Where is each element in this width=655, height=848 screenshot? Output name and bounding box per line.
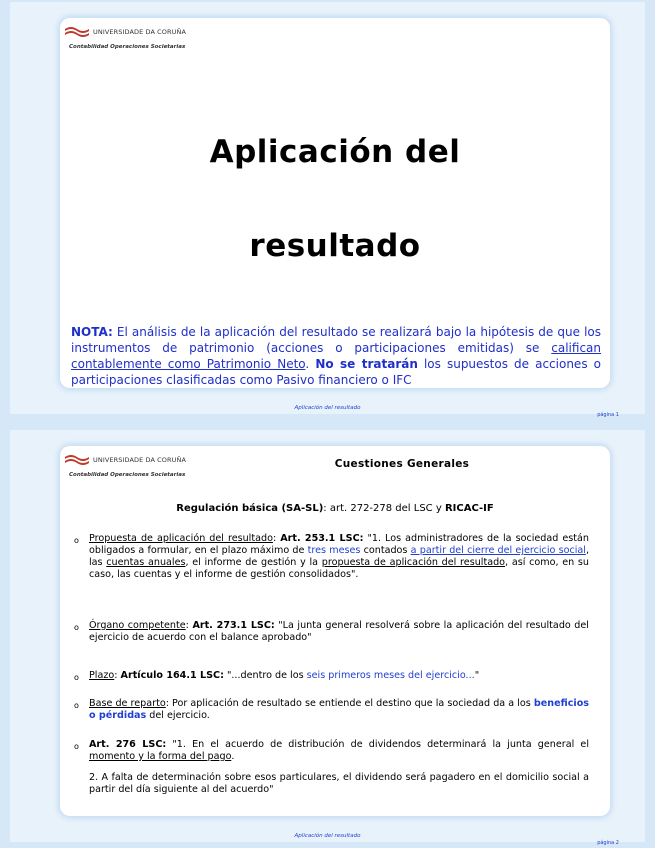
nota-underlined: califican contablemente como Patrimonio Neto (71, 341, 601, 371)
page-title-line-2: resultado (249, 228, 421, 264)
list-item (74, 620, 589, 644)
slide-1 (10, 2, 645, 418)
item-text: . (231, 751, 235, 762)
list-item (74, 739, 589, 796)
list-item (74, 533, 590, 581)
nota-bold: No se tratarán (315, 357, 418, 371)
item-underlined: Plazo (89, 670, 115, 681)
regulacion-text: : art. 272-278 del LSC y (323, 503, 445, 514)
footer-title: Aplicación del resultado (294, 405, 361, 411)
course-subtitle: Contabilidad Operaciones Societarias (69, 472, 186, 478)
slide-2 (10, 430, 645, 846)
item-highlight: a partir del cierre del ejercicio social (410, 545, 586, 556)
item-text: : (114, 670, 121, 681)
page-number: página 2 (597, 840, 619, 846)
item-text: , el informe de gestión y la (185, 557, 322, 568)
item-highlight: tres meses (307, 545, 361, 556)
course-subtitle: Contabilidad Operaciones Societarias (69, 44, 186, 50)
item-underlined: momento y la forma del pago (89, 751, 232, 762)
logo-text: UNIVERSIDADE DA CORUÑA (93, 456, 187, 464)
university-logo (64, 453, 186, 467)
item-underlined: cuentas anuales (106, 557, 186, 568)
bullet: o (74, 536, 79, 545)
section-header: Cuestiones Generales (334, 458, 470, 470)
nota-text: . (305, 357, 316, 371)
item-text: : Por aplicación de resultado se entiende el destino que la sociedad da a los (165, 698, 534, 709)
footer-title: Aplicación del resultado (294, 833, 361, 839)
item-bold: Art. 273.1 LSC: (192, 620, 275, 631)
nota-text: El análisis de la aplicación del resultado se realizará bajo la hipótesis de que los instrumentos de patrimonio (acciones o participaciones emitidas) se (71, 325, 601, 355)
bullet: o (74, 623, 79, 632)
bullet: o (74, 701, 79, 710)
item-text: , las (89, 545, 589, 568)
item-bold: Art. 253.1 LSC: (280, 533, 364, 544)
university-logo (64, 25, 186, 39)
item-underlined: propuesta de aplicación del resultado (321, 557, 506, 568)
bullet: o (74, 742, 79, 751)
item-underlined: Órgano competente (89, 620, 186, 631)
item-highlight: beneficios o pérdidas (89, 698, 589, 721)
logo-mark-icon (64, 453, 90, 467)
item-paragraph: 2. A falta de determinación sobre esos particulares, el dividendo será pagadero en el domicilio social a partir del día siguiente al del acuerdo" (89, 772, 589, 795)
item-highlight: seis primeros meses del ejercicio... (306, 670, 475, 681)
item-underlined: Base de reparto (89, 698, 166, 709)
item-text: , así como, en su caso, las cuentas y el informe de gestión consolidados". (89, 557, 590, 580)
nota-text: los supuestos de acciones o participaciones clasificadas como Pasivo financiero o IFC (71, 357, 601, 387)
nota-paragraph (71, 324, 601, 388)
bullet: o (74, 673, 79, 682)
page-title-line-1: Aplicación del (209, 134, 461, 170)
logo-text: UNIVERSIDADE DA CORUÑA (93, 28, 187, 36)
item-text: "...dentro de los (223, 670, 307, 681)
item-text: " (474, 670, 480, 681)
item-text: del ejercicio. (146, 710, 210, 721)
item-bold: Artículo 164.1 LSC: (120, 670, 224, 681)
regulacion-bold: RICAC-IF (444, 503, 494, 514)
list-item (74, 698, 589, 722)
item-text: "1. Los administradores de la sociedad están obligados a formular, en el plazo máximo de (89, 533, 589, 556)
item-text: "1. En el acuerdo de distribución de dividendos determinará la junta general el (166, 739, 589, 750)
item-text: "La junta general resolverá sobre la aplicación del resultado del ejercicio de acuerdo con el balance aprobado" (89, 620, 589, 643)
regulacion-line (60, 503, 610, 514)
page-number: página 1 (597, 412, 619, 418)
regulacion-bold: Regulación básica (SA-SL) (176, 503, 324, 514)
list-item (74, 670, 589, 682)
item-text: : (272, 533, 281, 544)
nota-label: NOTA: (71, 325, 113, 339)
item-text: : (185, 620, 193, 631)
item-underlined: Propuesta de aplicación del resultado (89, 533, 273, 544)
item-bold: Art. 276 LSC: (89, 739, 167, 750)
logo-mark-icon (64, 25, 90, 39)
item-text: contados (360, 545, 411, 556)
